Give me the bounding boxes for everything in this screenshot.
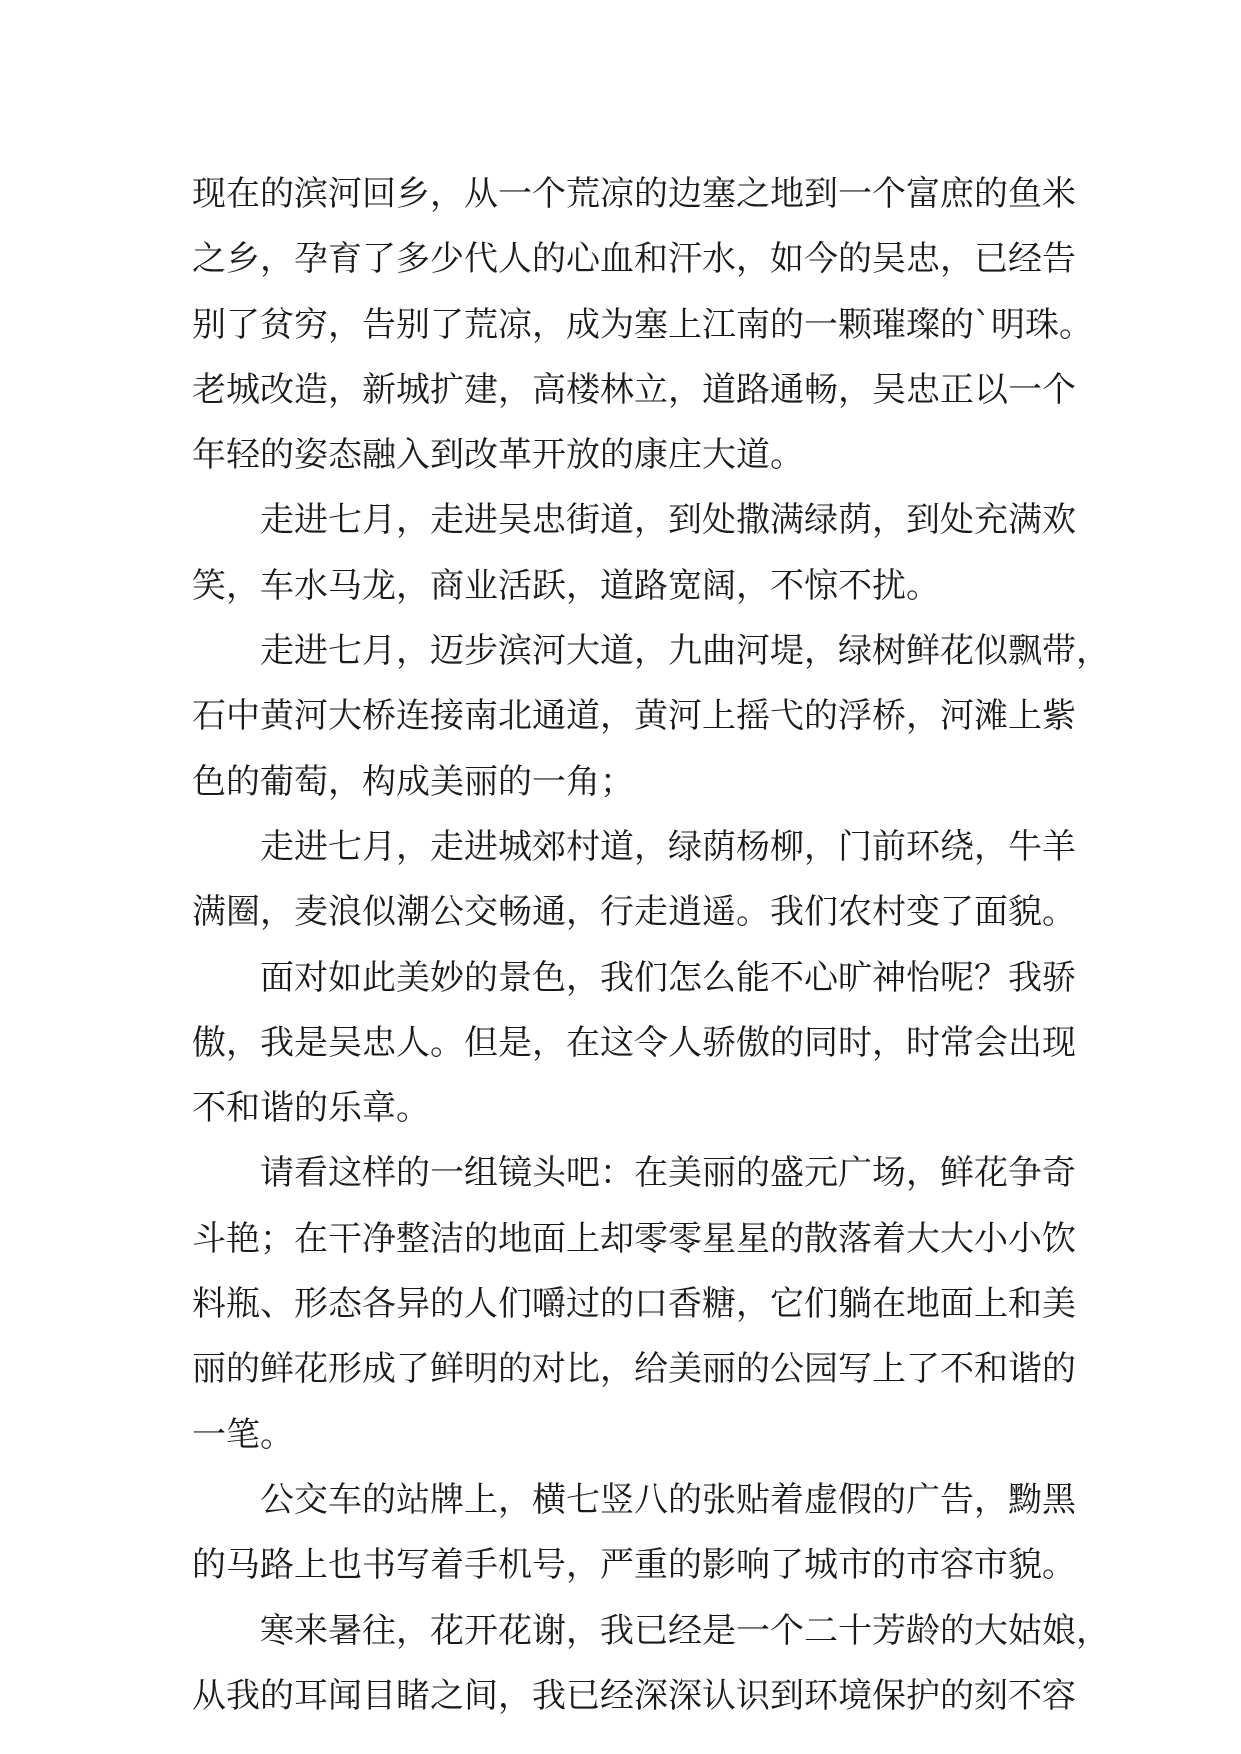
text-line: 走进七月，走进吴忠街道，到处撒满绿荫，到处充满欢: [260, 500, 1076, 541]
text-line: 色的葡萄，构成美丽的一角；: [192, 761, 634, 802]
text-line: 公交车的站牌上，横七竖八的张贴着虚假的广告，黝黑: [260, 1479, 1076, 1520]
paragraph-3: [192, 619, 1110, 815]
text-line: 从我的耳闻目睹之间，我已经深深认识到环境保护的刻不容: [192, 1675, 1076, 1716]
paragraph-4: [192, 815, 1076, 946]
document-body: [192, 162, 1110, 1729]
text-line: 斗艳；在干净整洁的地面上却零零星星的散落着大大小小饮: [192, 1218, 1076, 1259]
text-line: 丽的鲜花形成了鲜明的对比，给美丽的公园写上了不和谐的: [192, 1349, 1076, 1390]
paragraph-8: [192, 1599, 1110, 1730]
text-line: 一笔。: [192, 1414, 294, 1455]
text-line: 的马路上也书写着手机号，严重的影响了城市的市容市貌。: [192, 1545, 1076, 1586]
text-line: 老城改造，新城扩建，高楼林立，道路通畅，吴忠正以一个: [192, 369, 1076, 410]
text-line: 别了贫穷，告别了荒凉，成为塞上江南的一颗璀璨的`明珠。: [192, 304, 1093, 345]
text-line: 不和谐的乐章。: [192, 1088, 430, 1129]
text-line: 傲，我是吴忠人。但是，在这令人骄傲的同时，时常会出现: [192, 1022, 1076, 1063]
text-line: 寒来暑往，花开花谢，我已经是一个二十芳龄的大姑娘，: [260, 1610, 1110, 1651]
text-line: 笑，车水马龙，商业活跃，道路宽阔，不惊不扰。: [192, 565, 940, 606]
text-line: 之乡，孕育了多少代人的心血和汗水，如今的吴忠，已经告: [192, 239, 1076, 280]
text-line: 走进七月，迈步滨河大道，九曲河堤，绿树鲜花似飘带，: [260, 631, 1110, 672]
text-line: 年轻的姿态融入到改革开放的康庄大道。: [192, 435, 804, 476]
paragraph-7: [192, 1468, 1076, 1599]
text-line: 现在的滨河回乡，从一个荒凉的边塞之地到一个富庶的鱼米: [192, 174, 1076, 214]
paragraph-5: [192, 946, 1076, 1142]
text-line: 满圈，麦浪似潮公交畅通，行走逍遥。我们农村变了面貌。: [192, 892, 1076, 933]
text-line: 面对如此美妙的景色，我们怎么能不心旷神怡呢？我骄: [260, 957, 1076, 998]
text-line: 料瓶、形态各异的人们嚼过的口香糖，它们躺在地面上和美: [192, 1284, 1076, 1325]
paragraph-1: [192, 162, 1093, 488]
text-line: 石中黄河大桥连接南北通道，黄河上摇弋的浮桥，河滩上紫: [192, 696, 1076, 737]
text-line: 请看这样的一组镜头吧：在美丽的盛元广场，鲜花争奇: [260, 1153, 1076, 1194]
text-line: 走进七月，走进城郊村道，绿荫杨柳，门前环绕，牛羊: [260, 826, 1076, 867]
paragraph-2: [192, 488, 1076, 619]
paragraph-6: [192, 1141, 1076, 1467]
